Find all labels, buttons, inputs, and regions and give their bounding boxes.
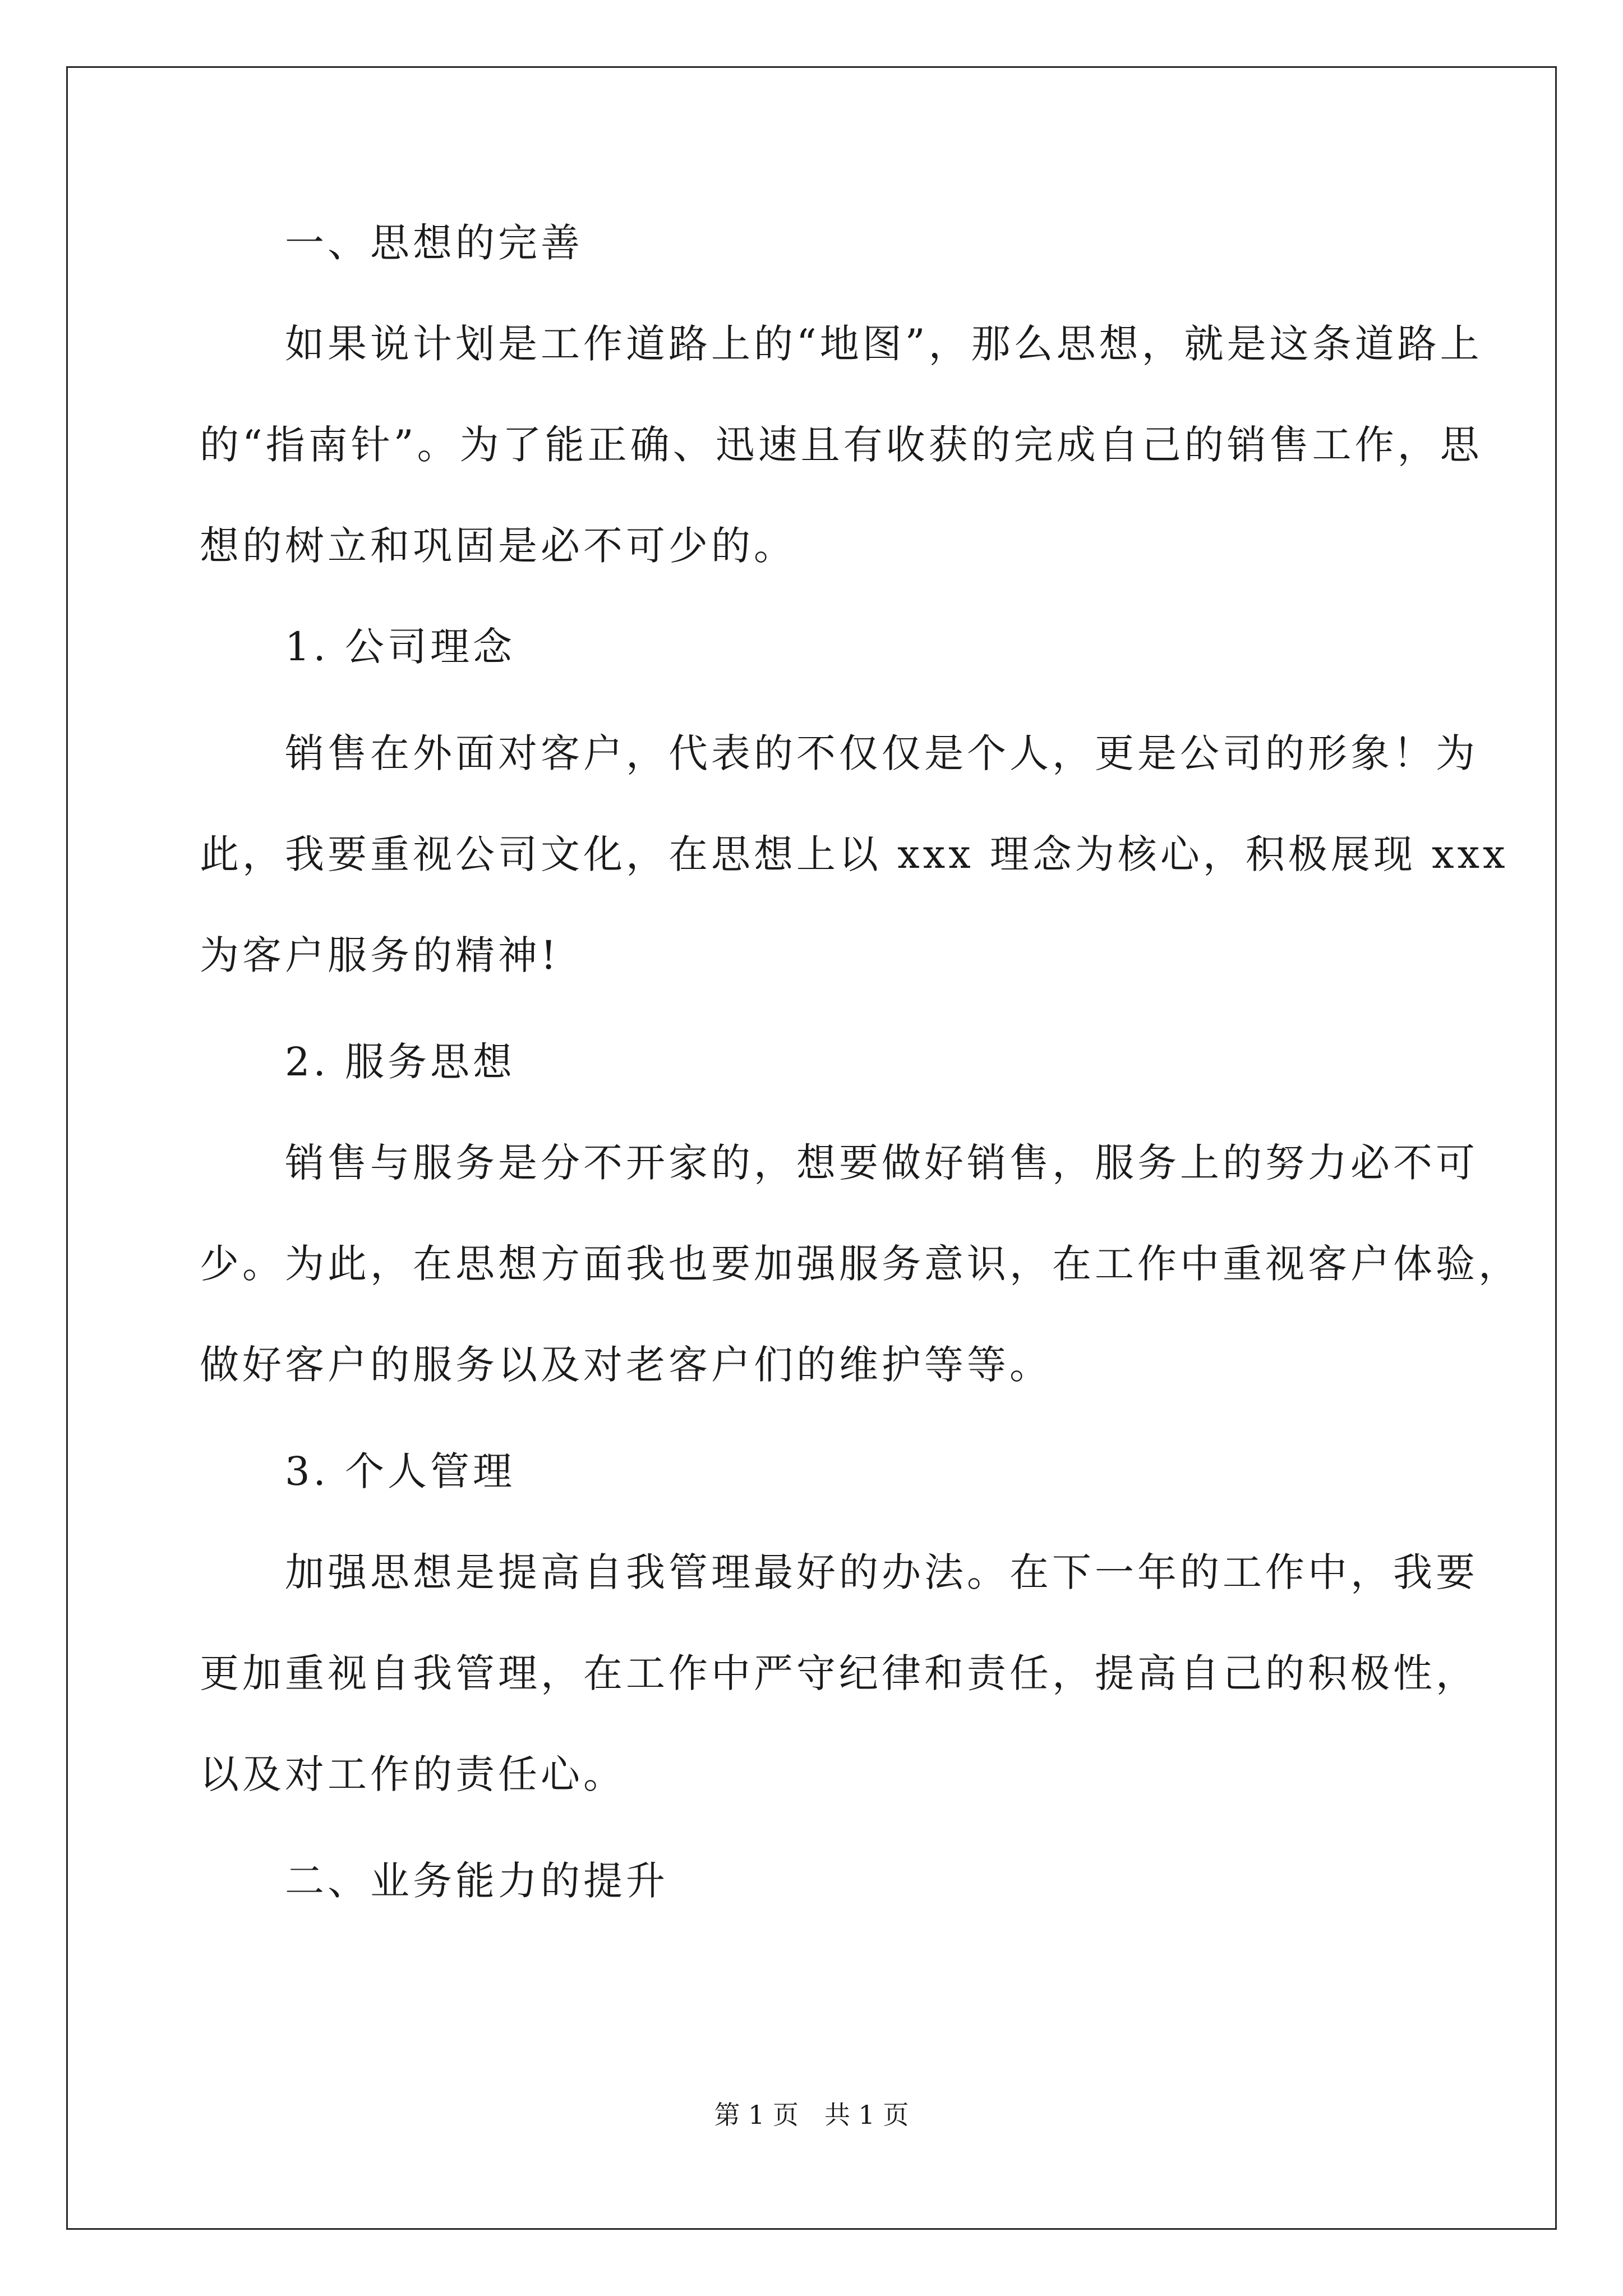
paragraph-line: 销售在外面对客户，代表的不仅仅是个人，更是公司的形象！为 [200,730,1478,776]
paragraph-line: 做好客户的服务以及对老客户们的维护等等。 [200,1342,1052,1388]
subheading-personal-management: 3. 个人管理 [200,1448,516,1494]
heading-business-ability: 二、业务能力的提升 [200,1858,668,1904]
subheading-service-thinking: 2. 服务思想 [200,1039,516,1085]
paragraph-line: 加强思想是提高自我管理最好的办法。在下一年的工作中，我要 [200,1549,1478,1595]
subheading-company-philosophy: 1. 公司理念 [200,624,516,670]
paragraph-line: 如果说计划是工作道路上的“地图”，那么思想，就是这条道路上 [200,321,1483,367]
paragraph-line: 此，我要重视公司文化，在思想上以 xxx 理念为核心，积极展现 xxx [200,831,1509,877]
page-number-footer: 第 1 页 共 1 页 [714,2100,909,2130]
paragraph-line: 为客户服务的精神! [200,932,560,978]
paragraph-line: 的“指南针”。为了能正确、迅速且有收获的完成自己的销售工作，思 [200,422,1483,468]
paragraph-line: 少。为此，在思想方面我也要加强服务意识，在工作中重视客户体验， [200,1241,1521,1287]
heading-thought-improvement: 一、思想的完善 [200,220,583,266]
paragraph-line: 想的树立和巩固是必不可少的。 [200,523,796,569]
paragraph-line: 更加重视自我管理，在工作中严守纪律和责任，提高自己的积极性， [200,1650,1478,1696]
paragraph-line: 销售与服务是分不开家的，想要做好销售，服务上的努力必不可 [200,1140,1478,1186]
paragraph-line: 以及对工作的责任心。 [200,1751,626,1797]
